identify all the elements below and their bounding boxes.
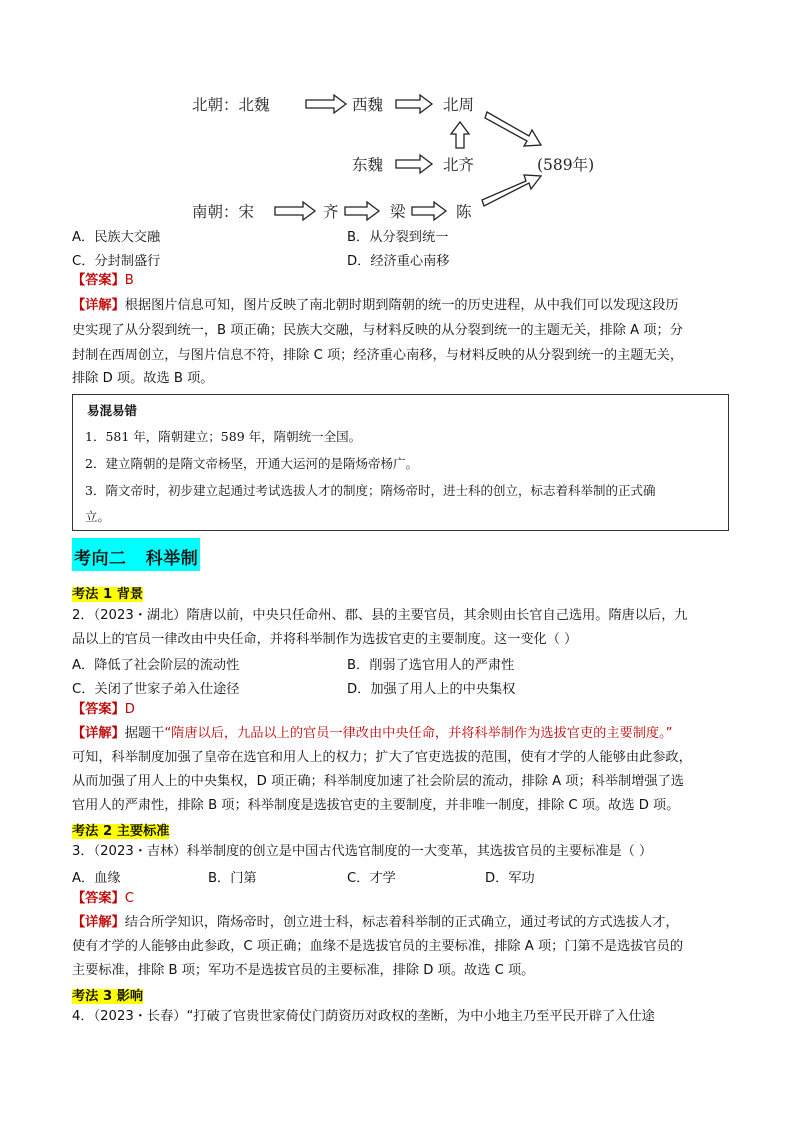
chen-label: 陈 (456, 203, 472, 221)
q3-method-tag (72, 820, 169, 839)
q1-option-c: C．分封制盛行 (72, 254, 161, 269)
arrow-beiqi-to-beizhou (451, 122, 469, 148)
q1-detail-line-1 (72, 297, 679, 315)
arrow-qi-to-liang (345, 202, 379, 220)
q3-detail-line-1 (72, 914, 679, 932)
q2-detail-line-2: 可知，科举制度加强了皇帝在选官和用人上的权力；扩大了官吏选拔的范围，使有才学的人能够由此参政， (72, 750, 692, 765)
detail-text: 结合所学知识，隋炀帝时，创立进士科，标志着科举制的正式确立，通过考试的方式选拔人才， (124, 915, 679, 930)
answer-value: D (124, 702, 135, 717)
q1-option-b: B．从分裂到统一 (347, 230, 449, 245)
q1-detail-line-4: 排除 D 项。故选 B 项。 (72, 371, 214, 386)
q2-option-c: C．关闭了世家子弟入仕途径 (72, 682, 240, 697)
q3-option-a: A．血缘 (72, 871, 121, 886)
arrow-chen-to-589 (482, 175, 541, 206)
note-line-4: 立。 (85, 509, 111, 524)
liang-label: 梁 (390, 203, 406, 221)
note-line-3: 3．隋文帝时，初步建立起通过考试选拔人才的制度；隋炀帝时，进士科的创立，标志着科举制的正式确 (85, 483, 656, 498)
section-heading (72, 538, 200, 571)
method-tag-label: 考法 2 主要标准 (72, 824, 170, 839)
detail-quote: “隋唐以后，九品以上的官员一律改由中央任命，并将科举制作为选拔官吏的主要制度。” (164, 726, 673, 741)
answer-tag: 【答案】 (72, 702, 125, 717)
q3-stem: 3．（2023・吉林）科举制度的创立是中国古代选官制度的一大变革，其选拔官员的主要标准是（ ） (72, 844, 653, 859)
q2-option-a: A．降低了社会阶层的流动性 (72, 658, 240, 673)
northern-qi-label: 北齐 (443, 156, 475, 174)
q2-answer (72, 701, 135, 719)
method-tag-label: 考法 3 影响 (72, 989, 144, 1004)
detail-text: 根据图片信息可知，图片反映了南北朝时期到隋朝的统一的历史进程，从中我们可以发现这段历 (124, 298, 679, 313)
year-589-label: (589年) (537, 156, 595, 174)
q4-stem: 4．（2023・长春）“打破了官贵世家倚仗门荫资历对政权的垄断，为中小地主乃至平民开辟了入仕途 (72, 1009, 655, 1024)
western-wei-label: 西魏 (352, 96, 384, 114)
note-line-1: 1．581 年，隋朝建立；589 年，隋朝统一全国。 (85, 429, 362, 444)
southern-dynasties-label: 南朝：宋 (192, 203, 255, 221)
arrow-liang-to-chen (412, 202, 446, 220)
q3-option-d: D．军功 (485, 871, 535, 886)
q1-detail-line-3: 封制在西周创立，与图片信息不符，排除 C 项；经济重心南移，与材料反映的从分裂到统一的主题无关， (72, 348, 684, 363)
arrow-xiwei-to-beizhou (396, 95, 432, 113)
q2-stem-line-1: 2．（2023・湖北）隋唐以前，中央只任命州、郡、县的主要官员，其余则由长官自己选用。隋唐以后，九 (72, 608, 688, 623)
answer-tag: 【答案】 (72, 273, 125, 288)
arrow-beizhou-to-589 (485, 112, 541, 146)
q3-option-b: B．门第 (208, 871, 257, 886)
northern-zhou-label: 北周 (443, 96, 475, 114)
q3-detail-line-2: 使有才学的人能够由此参政，C 项正确；血缘不是选拔官员的主要标准，排除 A 项；门第不是选拔官员的 (72, 939, 684, 954)
arrow-song-to-qi (275, 202, 315, 220)
q4-method-tag (72, 985, 143, 1004)
eastern-wei-label: 东魏 (352, 156, 384, 174)
q1-detail-line-2: 史实现了从分裂到统一，B 项正确；民族大交融，与材料反映的从分裂到统一的主题无关，排除 A 项；分 (72, 323, 683, 338)
arrow-beiwei-to-xiwei (306, 95, 346, 113)
north-dynasties-label: 北朝：北魏 (192, 96, 270, 114)
method-tag-label: 考法 1 背景 (72, 587, 144, 602)
answer-value: C (124, 891, 134, 906)
arrow-dongwei-to-beiqi (396, 155, 432, 173)
q1-option-d: D．经济重心南移 (347, 254, 450, 269)
q2-detail-line-3: 从而加强了用人上的中央集权，D 项正确；科举制度加速了社会阶层的流动，排除 A 项；科举制增强了选 (72, 774, 684, 789)
section-title: 考向二 科举制 (74, 549, 199, 569)
q2-detail-line-4: 官用人的严肃性，排除 B 项；科举制度是选拔官吏的主要制度，并非唯一制度，排除 C 项。故选 D 项。 (72, 798, 680, 813)
detail-tag: 【详解】 (72, 298, 125, 313)
q2-option-b: B．削弱了选官用人的严肃性 (347, 658, 515, 673)
q2-option-d: D．加强了用人上的中央集权 (347, 682, 516, 697)
q1-answer (72, 272, 134, 290)
answer-tag: 【答案】 (72, 891, 125, 906)
history-flow-diagram (0, 0, 794, 230)
q1-option-a: A．民族大交融 (72, 230, 161, 245)
q2-detail-line-1 (72, 725, 673, 743)
qi-label: 齐 (323, 203, 339, 221)
detail-prefix: 据题干 (124, 726, 165, 741)
note-line-2: 2．建立隋朝的是隋文帝杨坚，开通大运河的是隋炀帝杨广。 (85, 456, 418, 471)
q3-option-c: C．才学 (347, 871, 396, 886)
detail-tag: 【详解】 (72, 915, 125, 930)
q3-answer (72, 890, 134, 908)
q3-detail-line-3: 主要标准，排除 B 项；军功不是选拔官员的主要标准，排除 D 项。故选 C 项。 (72, 963, 535, 978)
easy-mistake-box (72, 394, 729, 531)
q2-method-tag (72, 583, 143, 602)
note-title: 易混易错 (87, 403, 138, 418)
detail-tag: 【详解】 (72, 726, 125, 741)
q2-stem-line-2: 品以上的官员一律改由中央任命，并将科举制作为选拔官吏的主要制度。这一变化（ ） (72, 632, 578, 647)
answer-value: B (124, 273, 134, 288)
